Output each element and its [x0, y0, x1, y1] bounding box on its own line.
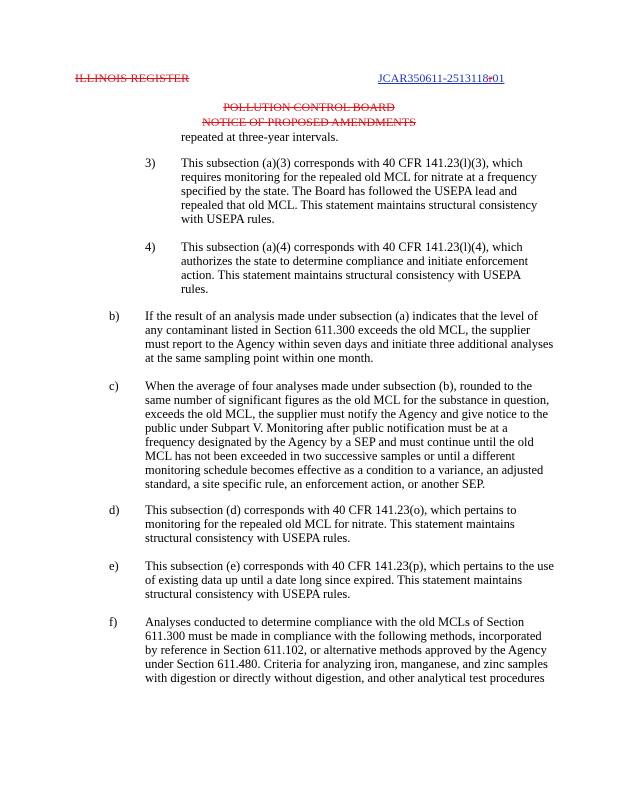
- paragraph-line: structural consistency with USEPA rules.: [145, 531, 351, 545]
- paragraph-line: repeated at three-year intervals.: [181, 130, 339, 144]
- item-label: 4): [145, 240, 156, 254]
- paragraph-line: This subsection (d) corresponds with 40 CFR 141.23(o), which pertains to: [145, 503, 517, 517]
- item-paragraph: [145, 309, 553, 365]
- paragraph-line: repealed that old MCL. This statement maintains structural consistency: [181, 198, 538, 212]
- paragraph-line: any contaminant listed in Section 611.300 exceeds the old MCL, the supplier: [145, 323, 531, 337]
- paragraph-line: exceeds the old MCL, the supplier must notify the Agency and give notice to the: [145, 407, 549, 421]
- paragraph-line: standard, a site specific rule, an enforcement action, or another SEP.: [145, 477, 486, 491]
- notice-title: NOTICE OF PROPOSED AMENDMENTS: [202, 115, 416, 129]
- paragraph-line: Analyses conducted to determine compliance with the old MCLs of Section: [145, 615, 525, 629]
- paragraph-line: monitoring for the repealed old MCL for nitrate. This statement maintains: [145, 517, 515, 531]
- jcar-code-prefix: JCAR350611-2513118: [378, 71, 489, 85]
- item-paragraph: [181, 156, 537, 226]
- paragraph-line: This subsection (a)(3) corresponds with 40 CFR 141.23(l)(3), which: [181, 156, 523, 170]
- item-label: d): [109, 503, 120, 517]
- paragraph-line: with USEPA rules.: [181, 212, 275, 226]
- paragraph-line: specified by the state. The Board has followed the USEPA lead and: [181, 184, 518, 198]
- item-paragraph: [145, 503, 516, 545]
- item-label: b): [109, 309, 120, 323]
- paragraph-line: This subsection (e) corresponds with 40 CFR 141.23(p), which pertains to the use: [145, 559, 554, 573]
- item-paragraph: [145, 379, 549, 491]
- paragraph-line: This subsection (a)(4) corresponds with 40 CFR 141.23(l)(4), which: [181, 240, 523, 254]
- item-label: f): [109, 615, 118, 629]
- paragraph-line: When the average of four analyses made under subsection (b), rounded to the: [145, 379, 533, 393]
- paragraph-line: with digestion or directly without digestion, and other analytical test procedures: [145, 671, 545, 685]
- paragraph-line: MCL has not been exceeded in two successive samples or until a different: [145, 449, 516, 463]
- paragraph-line: structural consistency with USEPA rules.: [145, 587, 351, 601]
- carryover-paragraph: [181, 130, 339, 144]
- paragraph-line: under Section 611.480. Criteria for analyzing iron, manganese, and zinc samples: [145, 657, 548, 671]
- paragraph-line: same number of significant figures as the old MCL for the substance in question,: [145, 393, 550, 407]
- register-header: ILLINOIS REGISTER: [75, 71, 190, 85]
- paragraph-line: authorizes the state to determine compliance and initiate enforcement: [181, 254, 529, 268]
- jcar-code: [378, 71, 504, 86]
- paragraph-line: at the same sampling point within one month.: [145, 351, 374, 365]
- paragraph-line: requires monitoring for the repealed old MCL for nitrate at a frequency: [181, 170, 537, 184]
- paragraph-line: must report to the Agency within seven days and initiate three additional analyses: [145, 337, 554, 351]
- paragraph-line: public under Subpart V. Monitoring after public notification must be at a: [145, 421, 508, 435]
- item-label: 3): [145, 156, 156, 170]
- jcar-code-suffix: 01: [492, 71, 505, 85]
- agency-title: POLLUTION CONTROL BOARD: [223, 100, 395, 114]
- paragraph-line: frequency designated by the Agency by a SEP and must continue until the old: [145, 435, 534, 449]
- item-paragraph: [145, 559, 554, 601]
- item-paragraph: [181, 240, 528, 296]
- paragraph-line: If the result of an analysis made under subsection (a) indicates that the level of: [145, 309, 538, 323]
- paragraph-line: 611.300 must be made in compliance with the following methods, incorporated: [145, 629, 542, 643]
- paragraph-line: action. This statement maintains structural consistency with USEPA: [181, 268, 522, 282]
- paragraph-line: monitoring schedule becomes effective as a condition to a variance, an adjusted: [145, 463, 544, 477]
- item-label: e): [109, 559, 119, 573]
- item-paragraph: [145, 615, 548, 685]
- jcar-code-struck: r: [488, 71, 493, 85]
- paragraph-line: rules.: [181, 282, 209, 296]
- item-label: c): [109, 379, 119, 393]
- paragraph-line: of existing data up until a date long since expired. This statement maintains: [145, 573, 523, 587]
- paragraph-line: by reference in Section 611.102, or alternative methods approved by the Agency: [145, 643, 547, 657]
